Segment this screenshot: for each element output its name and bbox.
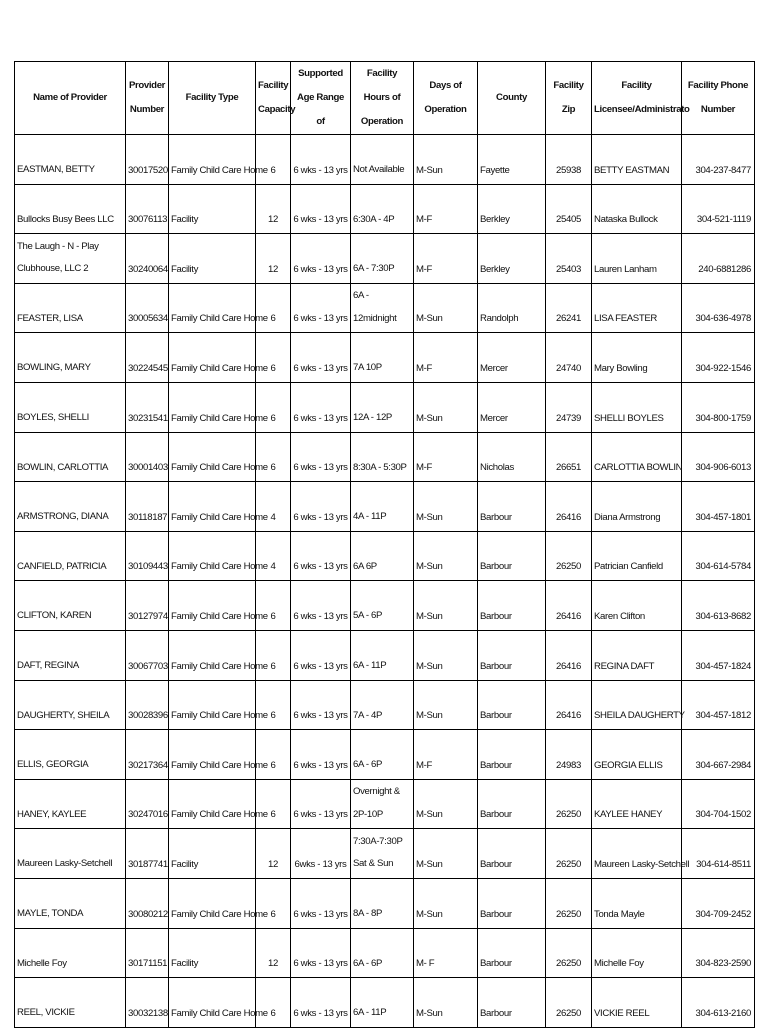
- zip-cell: 26416: [546, 630, 592, 680]
- age-range-cell: 6 wks - 13 yrs: [291, 978, 351, 1028]
- provider-number-cell: 30231541: [126, 382, 169, 432]
- capacity-cell: 12: [256, 184, 291, 234]
- age-range-cell: 6 wks - 13 yrs: [291, 333, 351, 383]
- capacity-cell: 6: [256, 978, 291, 1028]
- days-cell: M-Sun: [414, 135, 478, 185]
- days-cell: M-F: [414, 184, 478, 234]
- age-range-cell: 6 wks - 13 yrs: [291, 630, 351, 680]
- provider-name-cell: FEASTER, LISA: [15, 283, 126, 333]
- days-cell: M-Sun: [414, 482, 478, 532]
- header-facility-hours: Facility Hours of Operation: [351, 62, 414, 135]
- zip-cell: 26651: [546, 432, 592, 482]
- provider-number-cell: 30217364: [126, 730, 169, 780]
- provider-name-cell: Michelle Foy: [15, 928, 126, 978]
- capacity-cell: 12: [256, 829, 291, 879]
- table-row: [15, 184, 755, 234]
- provider-name-cell: Bullocks Busy Bees LLC: [15, 184, 126, 234]
- phone-cell: 304-823-2590: [682, 928, 755, 978]
- licensee-cell: REGINA DAFT: [592, 630, 682, 680]
- zip-cell: 24740: [546, 333, 592, 383]
- phone-cell: 304-906-6013: [682, 432, 755, 482]
- provider-name-cell: DAUGHERTY, SHEILA: [15, 680, 126, 730]
- header-name-of-provider: Name of Provider: [15, 62, 126, 135]
- days-cell: M-Sun: [414, 382, 478, 432]
- age-range-cell: 6 wks - 13 yrs: [291, 382, 351, 432]
- facility-type-cell: Family Child Care Home: [169, 333, 256, 383]
- table-row: [15, 680, 755, 730]
- county-cell: Barbour: [478, 878, 546, 928]
- header-provider-number: Provider Number: [126, 62, 169, 135]
- table-row: [15, 531, 755, 581]
- header-facility-licensee: Facility Licensee/Administrato: [592, 62, 682, 135]
- table-row: [15, 283, 755, 333]
- hours-cell: 6:30A - 4P: [351, 184, 414, 234]
- licensee-cell: KAYLEE HANEY: [592, 779, 682, 829]
- phone-cell: 304-613-8682: [682, 581, 755, 631]
- header-row: [15, 62, 755, 135]
- provider-number-cell: 30005634: [126, 283, 169, 333]
- table-row: [15, 234, 755, 284]
- hours-cell: 7:30A-7:30P Sat & Sun: [351, 829, 414, 879]
- age-range-cell: 6 wks - 13 yrs: [291, 581, 351, 631]
- capacity-cell: 4: [256, 531, 291, 581]
- header-facility-capacity: Facility Capacity: [256, 62, 291, 135]
- county-cell: Fayette: [478, 135, 546, 185]
- table-row: [15, 779, 755, 829]
- hours-cell: 6A - 6P: [351, 928, 414, 978]
- phone-cell: 304-667-2984: [682, 730, 755, 780]
- provider-name-cell: CANFIELD, PATRICIA: [15, 531, 126, 581]
- provider-name-cell: Maureen Lasky-Setchell: [15, 829, 126, 879]
- header-facility-type: Facility Type: [169, 62, 256, 135]
- capacity-cell: 6: [256, 135, 291, 185]
- hours-cell: 12A - 12P: [351, 382, 414, 432]
- licensee-cell: Diana Armstrong: [592, 482, 682, 532]
- provider-name-cell: The Laugh - N - Play Clubhouse, LLC 2: [15, 234, 126, 284]
- phone-cell: 240-6881286: [682, 234, 755, 284]
- provider-name-cell: ELLIS, GEORGIA: [15, 730, 126, 780]
- licensee-cell: SHEILA DAUGHERTY: [592, 680, 682, 730]
- licensee-cell: Michelle Foy: [592, 928, 682, 978]
- hours-cell: 6A - 7:30P: [351, 234, 414, 284]
- provider-name-cell: HANEY, KAYLEE: [15, 779, 126, 829]
- licensee-cell: Karen Clifton: [592, 581, 682, 631]
- capacity-cell: 6: [256, 432, 291, 482]
- header-days-of-operation: Days of Operation: [414, 62, 478, 135]
- licensee-cell: Lauren Lanham: [592, 234, 682, 284]
- zip-cell: 24983: [546, 730, 592, 780]
- facility-type-cell: Family Child Care Home: [169, 779, 256, 829]
- phone-cell: 304-457-1812: [682, 680, 755, 730]
- hours-cell: 7A - 4P: [351, 680, 414, 730]
- days-cell: M-Sun: [414, 878, 478, 928]
- zip-cell: 24739: [546, 382, 592, 432]
- licensee-cell: Patrician Canfield: [592, 531, 682, 581]
- county-cell: Barbour: [478, 531, 546, 581]
- age-range-cell: 6 wks - 13 yrs: [291, 928, 351, 978]
- licensee-cell: VICKIE REEL: [592, 978, 682, 1028]
- provider-name-cell: BOYLES, SHELLI: [15, 382, 126, 432]
- provider-number-cell: 30171151: [126, 928, 169, 978]
- provider-number-cell: 30076113: [126, 184, 169, 234]
- hours-cell: 8A - 8P: [351, 878, 414, 928]
- provider-number-cell: 30240064: [126, 234, 169, 284]
- table-row: [15, 333, 755, 383]
- provider-number-cell: 30001403: [126, 432, 169, 482]
- licensee-cell: Nataska Bullock: [592, 184, 682, 234]
- hours-cell: 6A 6P: [351, 531, 414, 581]
- provider-number-cell: 30028396: [126, 680, 169, 730]
- table-row: [15, 730, 755, 780]
- capacity-cell: 6: [256, 730, 291, 780]
- age-range-cell: 6 wks - 13 yrs: [291, 680, 351, 730]
- provider-number-cell: 30080212: [126, 878, 169, 928]
- days-cell: M-F: [414, 432, 478, 482]
- zip-cell: 25405: [546, 184, 592, 234]
- hours-cell: 6A - 11P: [351, 630, 414, 680]
- phone-cell: 304-636-4978: [682, 283, 755, 333]
- phone-cell: 304-800-1759: [682, 382, 755, 432]
- hours-cell: 8:30A - 5:30P: [351, 432, 414, 482]
- provider-name-cell: BOWLING, MARY: [15, 333, 126, 383]
- provider-number-cell: 30032138: [126, 978, 169, 1028]
- hours-cell: 6A - 6P: [351, 730, 414, 780]
- age-range-cell: 6 wks - 13 yrs: [291, 531, 351, 581]
- table-row: [15, 928, 755, 978]
- facility-type-cell: Family Child Care Home: [169, 730, 256, 780]
- capacity-cell: 6: [256, 779, 291, 829]
- days-cell: M-Sun: [414, 680, 478, 730]
- county-cell: Berkley: [478, 184, 546, 234]
- days-cell: M-Sun: [414, 978, 478, 1028]
- county-cell: Mercer: [478, 333, 546, 383]
- county-cell: Barbour: [478, 581, 546, 631]
- provider-name-cell: CLIFTON, KAREN: [15, 581, 126, 631]
- hours-cell: Overnight & 2P-10P: [351, 779, 414, 829]
- capacity-cell: 4: [256, 482, 291, 532]
- provider-number-cell: 30067703: [126, 630, 169, 680]
- county-cell: Barbour: [478, 630, 546, 680]
- provider-name-cell: DAFT, REGINA: [15, 630, 126, 680]
- licensee-cell: Tonda Mayle: [592, 878, 682, 928]
- hours-cell: 4A - 11P: [351, 482, 414, 532]
- county-cell: Berkley: [478, 234, 546, 284]
- provider-number-cell: 30187741: [126, 829, 169, 879]
- provider-number-cell: 30127974: [126, 581, 169, 631]
- capacity-cell: 12: [256, 928, 291, 978]
- age-range-cell: 6 wks - 13 yrs: [291, 432, 351, 482]
- hours-cell: 5A - 6P: [351, 581, 414, 631]
- phone-cell: 304-613-2160: [682, 978, 755, 1028]
- hours-cell: 7A 10P: [351, 333, 414, 383]
- facility-type-cell: Facility: [169, 928, 256, 978]
- facility-type-cell: Facility: [169, 234, 256, 284]
- provider-name-cell: ARMSTRONG, DIANA: [15, 482, 126, 532]
- capacity-cell: 12: [256, 234, 291, 284]
- provider-number-cell: 30109443: [126, 531, 169, 581]
- facility-type-cell: Facility: [169, 184, 256, 234]
- capacity-cell: 6: [256, 581, 291, 631]
- phone-cell: 304-614-8511: [682, 829, 755, 879]
- zip-cell: 26416: [546, 482, 592, 532]
- county-cell: Barbour: [478, 730, 546, 780]
- days-cell: M-Sun: [414, 829, 478, 879]
- facility-type-cell: Family Child Care Home: [169, 878, 256, 928]
- provider-name-cell: BOWLIN, CARLOTTIA: [15, 432, 126, 482]
- age-range-cell: 6 wks - 13 yrs: [291, 730, 351, 780]
- county-cell: Barbour: [478, 680, 546, 730]
- capacity-cell: 6: [256, 382, 291, 432]
- days-cell: M-Sun: [414, 630, 478, 680]
- days-cell: M-F: [414, 234, 478, 284]
- facility-type-cell: Family Child Care Home: [169, 382, 256, 432]
- phone-cell: 304-457-1801: [682, 482, 755, 532]
- provider-name-cell: EASTMAN, BETTY: [15, 135, 126, 185]
- header-facility-zip: Facility Zip: [546, 62, 592, 135]
- licensee-cell: SHELLI BOYLES: [592, 382, 682, 432]
- county-cell: Mercer: [478, 382, 546, 432]
- age-range-cell: 6 wks - 13 yrs: [291, 135, 351, 185]
- hours-cell: Not Available: [351, 135, 414, 185]
- provider-name-cell: MAYLE, TONDA: [15, 878, 126, 928]
- days-cell: M-Sun: [414, 581, 478, 631]
- hours-cell: 6A - 11P: [351, 978, 414, 1028]
- table-row: [15, 878, 755, 928]
- table-row: [15, 135, 755, 185]
- county-cell: Randolph: [478, 283, 546, 333]
- provider-number-cell: 30247016: [126, 779, 169, 829]
- zip-cell: 26250: [546, 779, 592, 829]
- zip-cell: 26250: [546, 978, 592, 1028]
- facility-type-cell: Family Child Care Home: [169, 630, 256, 680]
- days-cell: M-Sun: [414, 779, 478, 829]
- zip-cell: 26416: [546, 680, 592, 730]
- phone-cell: 304-922-1546: [682, 333, 755, 383]
- age-range-cell: 6 wks - 13 yrs: [291, 234, 351, 284]
- table-row: [15, 432, 755, 482]
- header-county: County: [478, 62, 546, 135]
- phone-cell: 304-237-8477: [682, 135, 755, 185]
- zip-cell: 26250: [546, 829, 592, 879]
- facility-type-cell: Facility: [169, 829, 256, 879]
- zip-cell: 26416: [546, 581, 592, 631]
- county-cell: Barbour: [478, 482, 546, 532]
- age-range-cell: 6 wks - 13 yrs: [291, 878, 351, 928]
- provider-number-cell: 30224545: [126, 333, 169, 383]
- table-row: [15, 382, 755, 432]
- header-facility-phone: Facility Phone Number: [682, 62, 755, 135]
- facility-type-cell: Family Child Care Home: [169, 680, 256, 730]
- licensee-cell: Mary Bowling: [592, 333, 682, 383]
- days-cell: M-F: [414, 730, 478, 780]
- days-cell: M-Sun: [414, 531, 478, 581]
- days-cell: M- F: [414, 928, 478, 978]
- table-row: [15, 581, 755, 631]
- age-range-cell: 6wks - 13 yrs: [291, 829, 351, 879]
- capacity-cell: 6: [256, 680, 291, 730]
- table-row: [15, 482, 755, 532]
- days-cell: M-Sun: [414, 283, 478, 333]
- licensee-cell: CARLOTTIA BOWLIN: [592, 432, 682, 482]
- table-row: [15, 829, 755, 879]
- table-row: [15, 630, 755, 680]
- facility-type-cell: Family Child Care Home: [169, 432, 256, 482]
- phone-cell: 304-521-1119: [682, 184, 755, 234]
- age-range-cell: 6 wks - 13 yrs: [291, 482, 351, 532]
- zip-cell: 25403: [546, 234, 592, 284]
- county-cell: Nicholas: [478, 432, 546, 482]
- phone-cell: 304-709-2452: [682, 878, 755, 928]
- provider-table-sheet: [14, 61, 754, 1028]
- age-range-cell: 6 wks - 13 yrs: [291, 184, 351, 234]
- capacity-cell: 6: [256, 630, 291, 680]
- phone-cell: 304-704-1502: [682, 779, 755, 829]
- days-cell: M-F: [414, 333, 478, 383]
- provider-number-cell: 30118187: [126, 482, 169, 532]
- county-cell: Barbour: [478, 978, 546, 1028]
- zip-cell: 25938: [546, 135, 592, 185]
- provider-table: [14, 61, 755, 1028]
- licensee-cell: GEORGIA ELLIS: [592, 730, 682, 780]
- county-cell: Barbour: [478, 829, 546, 879]
- facility-type-cell: Family Child Care Home: [169, 531, 256, 581]
- capacity-cell: 6: [256, 283, 291, 333]
- age-range-cell: 6 wks - 13 yrs: [291, 283, 351, 333]
- zip-cell: 26241: [546, 283, 592, 333]
- facility-type-cell: Family Child Care Home: [169, 135, 256, 185]
- facility-type-cell: Family Child Care Home: [169, 581, 256, 631]
- hours-cell: 6A - 12midnight: [351, 283, 414, 333]
- table-row: [15, 978, 755, 1028]
- facility-type-cell: Family Child Care Home: [169, 482, 256, 532]
- facility-type-cell: Family Child Care Home: [169, 978, 256, 1028]
- phone-cell: 304-614-5784: [682, 531, 755, 581]
- county-cell: Barbour: [478, 928, 546, 978]
- age-range-cell: 6 wks - 13 yrs: [291, 779, 351, 829]
- zip-cell: 26250: [546, 928, 592, 978]
- capacity-cell: 6: [256, 878, 291, 928]
- facility-type-cell: Family Child Care Home: [169, 283, 256, 333]
- licensee-cell: Maureen Lasky-Setchell: [592, 829, 682, 879]
- licensee-cell: BETTY EASTMAN: [592, 135, 682, 185]
- zip-cell: 26250: [546, 531, 592, 581]
- capacity-cell: 6: [256, 333, 291, 383]
- phone-cell: 304-457-1824: [682, 630, 755, 680]
- header-supported-age-range: Supported Age Range of: [291, 62, 351, 135]
- licensee-cell: LISA FEASTER: [592, 283, 682, 333]
- provider-name-cell: REEL, VICKIE: [15, 978, 126, 1028]
- zip-cell: 26250: [546, 878, 592, 928]
- county-cell: Barbour: [478, 779, 546, 829]
- provider-number-cell: 30017520: [126, 135, 169, 185]
